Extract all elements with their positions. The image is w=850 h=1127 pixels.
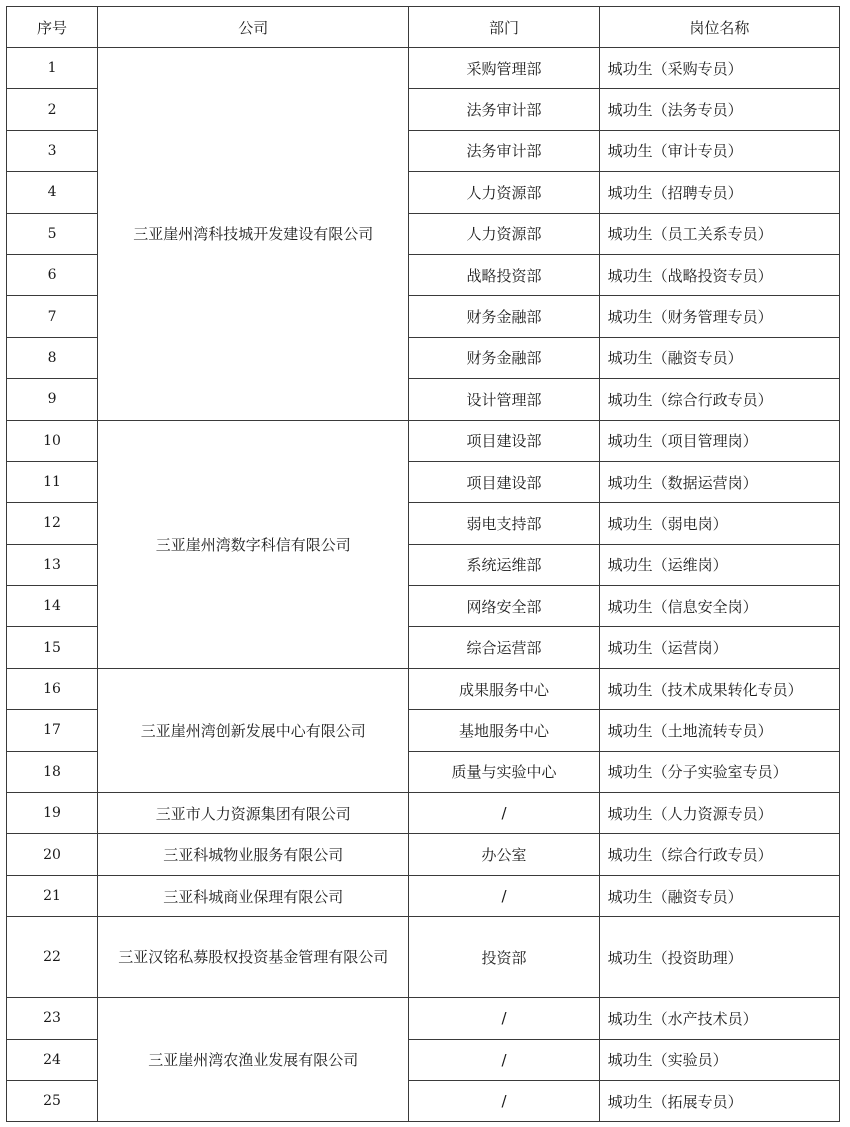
row-no: 14 [7, 586, 98, 627]
position-cell: 城功生（项目管理岗） [599, 420, 839, 461]
row-no: 20 [7, 834, 98, 875]
header-no: 序号 [7, 7, 98, 48]
dept-cell: 办公室 [409, 834, 599, 875]
position-cell: 城功生（员工关系专员） [599, 213, 839, 254]
company-cell: 三亚市人力资源集团有限公司 [98, 793, 409, 834]
position-cell: 城功生（采购专员） [599, 48, 839, 89]
dept-cell: 项目建设部 [409, 420, 599, 461]
dept-cell: 投资部 [409, 917, 599, 998]
row-no: 19 [7, 793, 98, 834]
position-cell: 城功生（综合行政专员） [599, 379, 839, 420]
position-cell: 城功生（投资助理） [599, 917, 839, 998]
position-cell: 城功生（法务专员） [599, 89, 839, 130]
position-cell: 城功生（数据运营岗） [599, 461, 839, 502]
row-no: 9 [7, 379, 98, 420]
dept-cell: 弱电支持部 [409, 503, 599, 544]
row-no: 22 [7, 917, 98, 998]
dept-cell: 系统运维部 [409, 544, 599, 585]
row-no: 10 [7, 420, 98, 461]
row-no: 4 [7, 172, 98, 213]
company-cell: 三亚崖州湾数字科信有限公司 [98, 420, 409, 668]
header-position: 岗位名称 [599, 7, 839, 48]
table-row [7, 875, 840, 916]
row-no: 6 [7, 254, 98, 295]
position-cell: 城功生（拓展专员） [599, 1080, 839, 1121]
table-row [7, 998, 840, 1039]
table-row [7, 420, 840, 461]
row-no: 12 [7, 503, 98, 544]
row-no: 13 [7, 544, 98, 585]
dept-cell: 法务审计部 [409, 89, 599, 130]
row-no: 21 [7, 875, 98, 916]
dept-cell: 战略投资部 [409, 254, 599, 295]
company-cell: 三亚崖州湾科技城开发建设有限公司 [98, 48, 409, 421]
header-row [7, 7, 840, 48]
row-no: 24 [7, 1039, 98, 1080]
row-no: 17 [7, 710, 98, 751]
table-row [7, 834, 840, 875]
position-cell: 城功生（招聘专员） [599, 172, 839, 213]
table-row [7, 48, 840, 89]
position-cell: 城功生（分子实验室专员） [599, 751, 839, 792]
row-no: 11 [7, 461, 98, 502]
dept-cell: 综合运营部 [409, 627, 599, 668]
dept-cell: 质量与实验中心 [409, 751, 599, 792]
dept-cell: 人力资源部 [409, 213, 599, 254]
dept-cell: / [409, 875, 599, 916]
dept-cell: / [409, 793, 599, 834]
positions-table [6, 6, 840, 1122]
position-cell: 城功生（技术成果转化专员） [599, 668, 839, 709]
company-cell: 三亚崖州湾创新发展中心有限公司 [98, 668, 409, 792]
table-row [7, 793, 840, 834]
table-row [7, 668, 840, 709]
position-cell: 城功生（战略投资专员） [599, 254, 839, 295]
header-dept: 部门 [409, 7, 599, 48]
position-cell: 城功生（人力资源专员） [599, 793, 839, 834]
row-no: 1 [7, 48, 98, 89]
row-no: 3 [7, 130, 98, 171]
dept-cell: 财务金融部 [409, 296, 599, 337]
position-cell: 城功生（审计专员） [599, 130, 839, 171]
dept-cell: / [409, 998, 599, 1039]
dept-cell: 财务金融部 [409, 337, 599, 378]
position-cell: 城功生（实验员） [599, 1039, 839, 1080]
position-cell: 城功生（融资专员） [599, 337, 839, 378]
company-cell: 三亚科城物业服务有限公司 [98, 834, 409, 875]
dept-cell: 设计管理部 [409, 379, 599, 420]
row-no: 8 [7, 337, 98, 378]
position-cell: 城功生（运维岗） [599, 544, 839, 585]
dept-cell: / [409, 1080, 599, 1121]
row-no: 23 [7, 998, 98, 1039]
row-no: 7 [7, 296, 98, 337]
row-no: 2 [7, 89, 98, 130]
company-cell: 三亚科城商业保理有限公司 [98, 875, 409, 916]
position-cell: 城功生（综合行政专员） [599, 834, 839, 875]
position-cell: 城功生（弱电岗） [599, 503, 839, 544]
company-cell: 三亚汉铭私募股权投资基金管理有限公司 [98, 917, 409, 998]
dept-cell: / [409, 1039, 599, 1080]
position-cell: 城功生（土地流转专员） [599, 710, 839, 751]
dept-cell: 成果服务中心 [409, 668, 599, 709]
header-company: 公司 [98, 7, 409, 48]
position-cell: 城功生（融资专员） [599, 875, 839, 916]
table-row [7, 917, 840, 998]
dept-cell: 项目建设部 [409, 461, 599, 502]
row-no: 25 [7, 1080, 98, 1121]
dept-cell: 法务审计部 [409, 130, 599, 171]
row-no: 16 [7, 668, 98, 709]
row-no: 15 [7, 627, 98, 668]
position-cell: 城功生（信息安全岗） [599, 586, 839, 627]
dept-cell: 基地服务中心 [409, 710, 599, 751]
position-cell: 城功生（水产技术员） [599, 998, 839, 1039]
dept-cell: 人力资源部 [409, 172, 599, 213]
dept-cell: 采购管理部 [409, 48, 599, 89]
position-cell: 城功生（财务管理专员） [599, 296, 839, 337]
dept-cell: 网络安全部 [409, 586, 599, 627]
position-cell: 城功生（运营岗） [599, 627, 839, 668]
row-no: 18 [7, 751, 98, 792]
company-cell: 三亚崖州湾农渔业发展有限公司 [98, 998, 409, 1122]
row-no: 5 [7, 213, 98, 254]
